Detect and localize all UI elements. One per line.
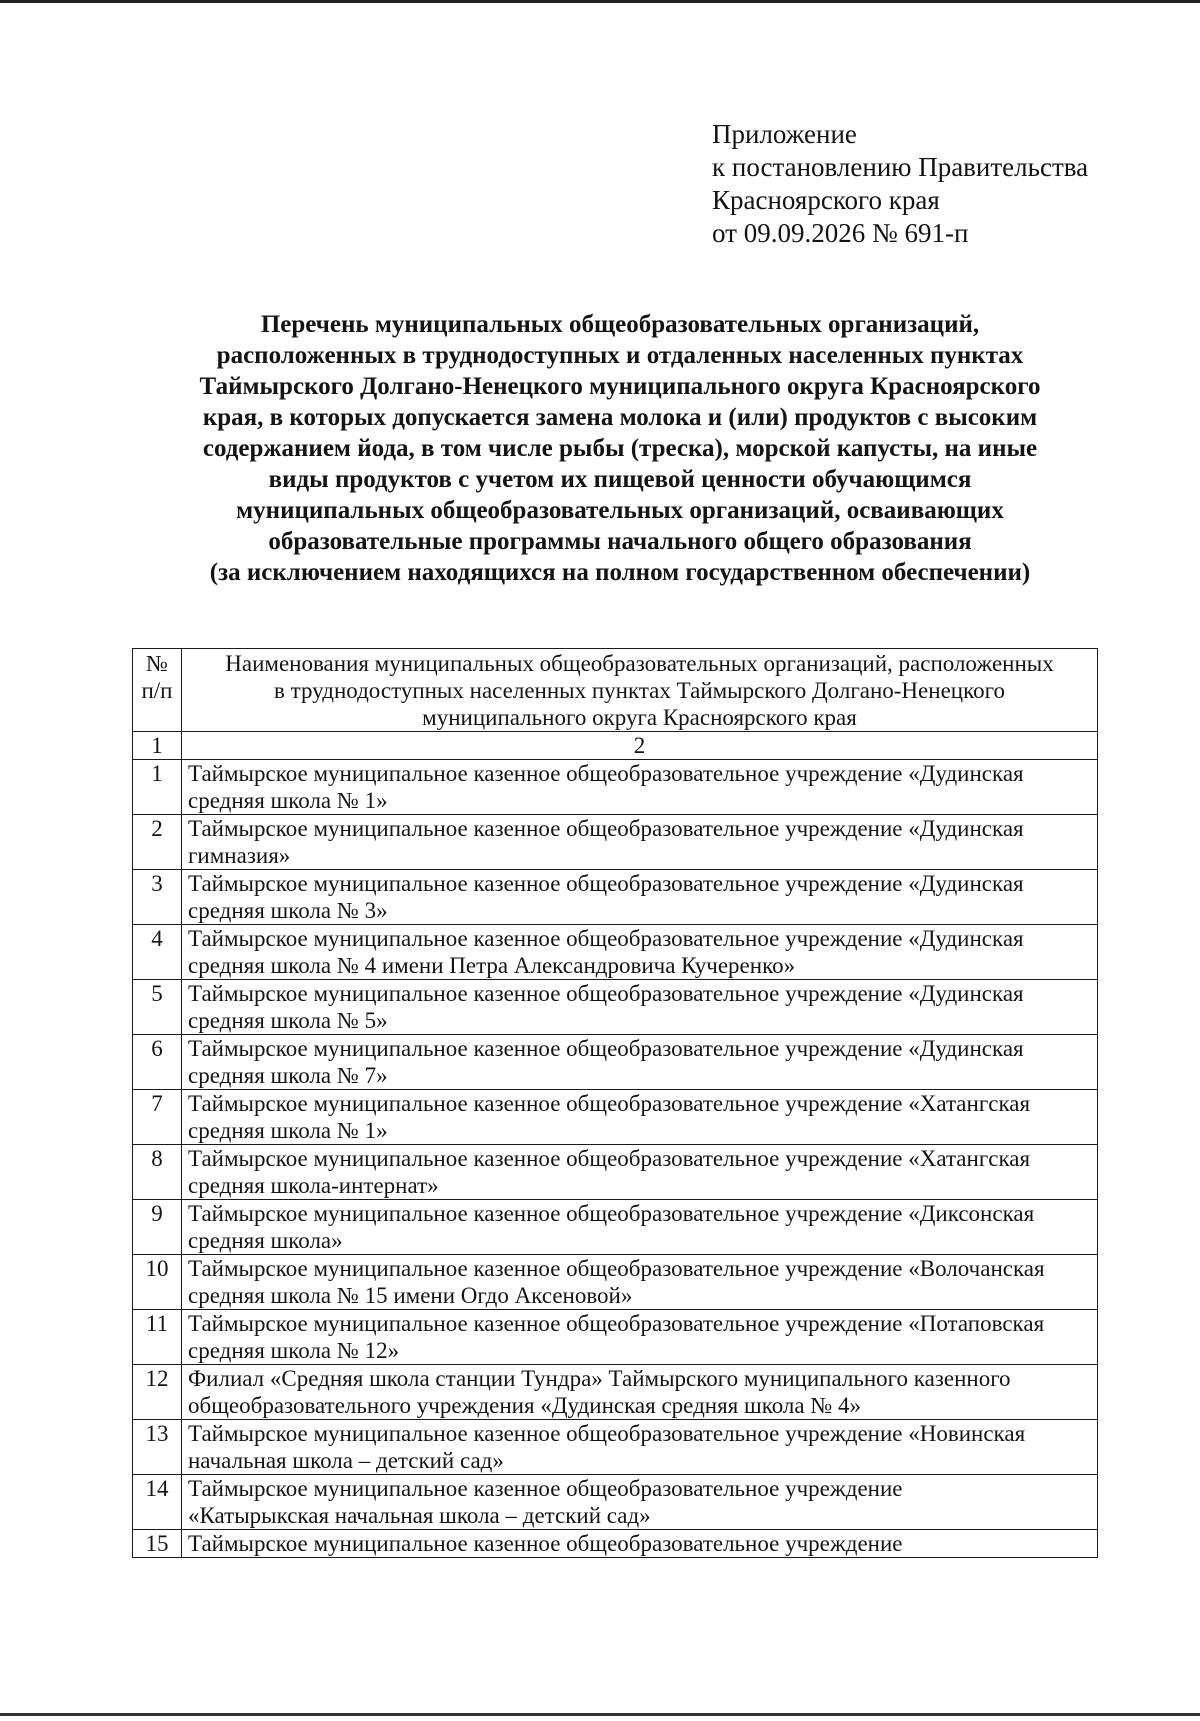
row-number-cell: 10 (133, 1255, 182, 1310)
school-name-line: Таймырское муниципальное казенное общеобразовательное учреждение (188, 1531, 903, 1556)
school-name-line: Таймырское муниципальное казенное общеобразовательное учреждение «Новинская (188, 1421, 1026, 1446)
table-row (133, 1255, 1098, 1310)
school-name-cell (182, 1310, 1098, 1365)
school-name-line: Таймырское муниципальное казенное общеобразовательное учреждение «Хатангская (188, 1091, 1031, 1116)
appendix-line: к постановлению Правительства (712, 152, 1089, 182)
column-index-cell: 2 (182, 732, 1098, 760)
school-name-line: средняя школа № 12» (188, 1338, 400, 1363)
school-name-line: средняя школа» (188, 1228, 343, 1253)
school-name-cell (182, 980, 1098, 1035)
school-name-line: «Катырыкская начальная школа – детский сад» (188, 1503, 651, 1528)
appendix-line: Приложение (712, 119, 857, 149)
table-row (133, 1090, 1098, 1145)
scan-top-edge (0, 0, 1200, 3)
table-row (133, 1475, 1098, 1530)
title-line: образовательные программы начального общего образования (268, 528, 972, 555)
row-number-cell: 4 (133, 925, 182, 980)
scan-bottom-edge (0, 1713, 1200, 1716)
school-name-line: средняя школа № 3» (188, 898, 388, 923)
appendix-line: от 09.09.2026 № 691-п (712, 218, 969, 248)
school-name-line: Таймырское муниципальное казенное общеобразовательное учреждение «Дудинская (188, 816, 1024, 841)
row-number-cell: 5 (133, 980, 182, 1035)
school-name-line: Таймырское муниципальное казенное общеобразовательное учреждение «Дудинская (188, 871, 1024, 896)
table-row (133, 1145, 1098, 1200)
school-name-line: Таймырское муниципальное казенное общеобразовательное учреждение «Дудинская (188, 926, 1024, 951)
table-row (133, 1530, 1098, 1558)
school-name-cell (182, 1090, 1098, 1145)
row-number-cell: 1 (133, 760, 182, 815)
school-name-line: Таймырское муниципальное казенное общеобразовательное учреждение «Дудинская (188, 761, 1024, 786)
table-row (133, 870, 1098, 925)
school-name-line: общеобразовательного учреждения «Дудинская средняя школа № 4» (188, 1393, 862, 1418)
row-number-cell: 13 (133, 1420, 182, 1475)
school-name-line: Таймырское муниципальное казенное общеобразовательное учреждение «Диксонская (188, 1201, 1035, 1226)
row-number-cell: 8 (133, 1145, 182, 1200)
school-name-cell (182, 1475, 1098, 1530)
column-index-row (133, 732, 1098, 760)
school-name-cell (182, 1200, 1098, 1255)
title-line: (за исключением находящихся на полном государственном обеспечении) (209, 559, 1031, 586)
school-name-line: средняя школа № 5» (188, 1008, 388, 1033)
school-name-line: средняя школа-интернат» (188, 1173, 439, 1198)
column-index-cell: 1 (133, 732, 182, 760)
table-row (133, 1365, 1098, 1420)
row-number-cell: 11 (133, 1310, 182, 1365)
school-name-line: средняя школа № 4 имени Петра Александровича Кучеренко» (188, 953, 796, 978)
school-name-line: средняя школа № 1» (188, 788, 388, 813)
title-line: виды продуктов с учетом их пищевой ценности обучающимся (268, 466, 972, 493)
school-name-line: Таймырское муниципальное казенное общеобразовательное учреждение «Волочанская (188, 1256, 1045, 1281)
title-line: края, в которых допускается замена молока и (или) продуктов с высоким (202, 404, 1038, 431)
school-name-line: начальная школа – детский сад» (188, 1448, 504, 1473)
row-number-cell: 12 (133, 1365, 182, 1420)
school-name-cell (182, 1035, 1098, 1090)
school-name-line: средняя школа № 15 имени Огдо Аксеновой» (188, 1283, 633, 1308)
header-name-line: муниципального округа Красноярского края (422, 705, 857, 730)
school-name-line: Таймырское муниципальное казенное общеобразовательное учреждение «Дудинская (188, 981, 1024, 1006)
row-number-cell: 9 (133, 1200, 182, 1255)
school-name-line: Филиал «Средняя школа станции Тундра» Таймырского муниципального казенного (188, 1366, 1011, 1391)
header-name-line: в труднодоступных населенных пунктах Таймырского Долгано-Ненецкого (274, 678, 1005, 703)
row-number-cell: 3 (133, 870, 182, 925)
title-line: Таймырского Долгано-Ненецкого муниципального округа Красноярского (199, 373, 1041, 400)
header-number-line: п/п (141, 678, 173, 703)
school-name-line: гимназия» (188, 843, 291, 868)
school-name-cell (182, 870, 1098, 925)
school-name-line: средняя школа № 1» (188, 1118, 388, 1143)
table-row (133, 1035, 1098, 1090)
school-name-line: Таймырское муниципальное казенное общеобразовательное учреждение «Хатангская (188, 1146, 1031, 1171)
school-name-line: Таймырское муниципальное казенное общеобразовательное учреждение «Потаповская (188, 1311, 1045, 1336)
row-number-cell: 15 (133, 1530, 182, 1558)
row-number-cell: 2 (133, 815, 182, 870)
table-row (133, 980, 1098, 1035)
title-line: содержанием йода, в том числе рыбы (треска), морской капусты, на иные (202, 435, 1038, 462)
row-number-cell: 6 (133, 1035, 182, 1090)
school-name-cell (182, 1530, 1098, 1558)
school-name-cell (182, 1365, 1098, 1420)
table-row (133, 1420, 1098, 1475)
header-name-cell (182, 649, 1098, 732)
school-name-cell (182, 1420, 1098, 1475)
document-title (130, 309, 1110, 588)
header-number-cell (133, 649, 182, 732)
school-name-line: Таймырское муниципальное казенное общеобразовательное учреждение (188, 1476, 903, 1501)
table-row (133, 760, 1098, 815)
appendix-header (712, 118, 1088, 250)
title-line: расположенных в труднодоступных и отдаленных населенных пунктах (216, 342, 1024, 369)
school-name-cell (182, 760, 1098, 815)
school-name-line: средняя школа № 7» (188, 1063, 388, 1088)
school-name-cell (182, 925, 1098, 980)
table-row (133, 815, 1098, 870)
header-name-line: Наименования муниципальных общеобразовательных организаций, расположенных (225, 651, 1054, 676)
row-number-cell: 14 (133, 1475, 182, 1530)
title-line: муниципальных общеобразовательных организаций, осваивающих (236, 497, 1004, 524)
appendix-line: Красноярского края (712, 185, 940, 215)
row-number-cell: 7 (133, 1090, 182, 1145)
school-name-cell (182, 815, 1098, 870)
title-line: Перечень муниципальных общеобразовательных организаций, (260, 311, 980, 338)
header-number-line: № (146, 651, 168, 676)
table-row (133, 925, 1098, 980)
school-name-cell (182, 1145, 1098, 1200)
table-row (133, 1310, 1098, 1365)
school-name-line: Таймырское муниципальное казенное общеобразовательное учреждение «Дудинская (188, 1036, 1024, 1061)
table-row (133, 1200, 1098, 1255)
table-header-row (133, 649, 1098, 732)
school-name-cell (182, 1255, 1098, 1310)
schools-table (132, 648, 1098, 1558)
